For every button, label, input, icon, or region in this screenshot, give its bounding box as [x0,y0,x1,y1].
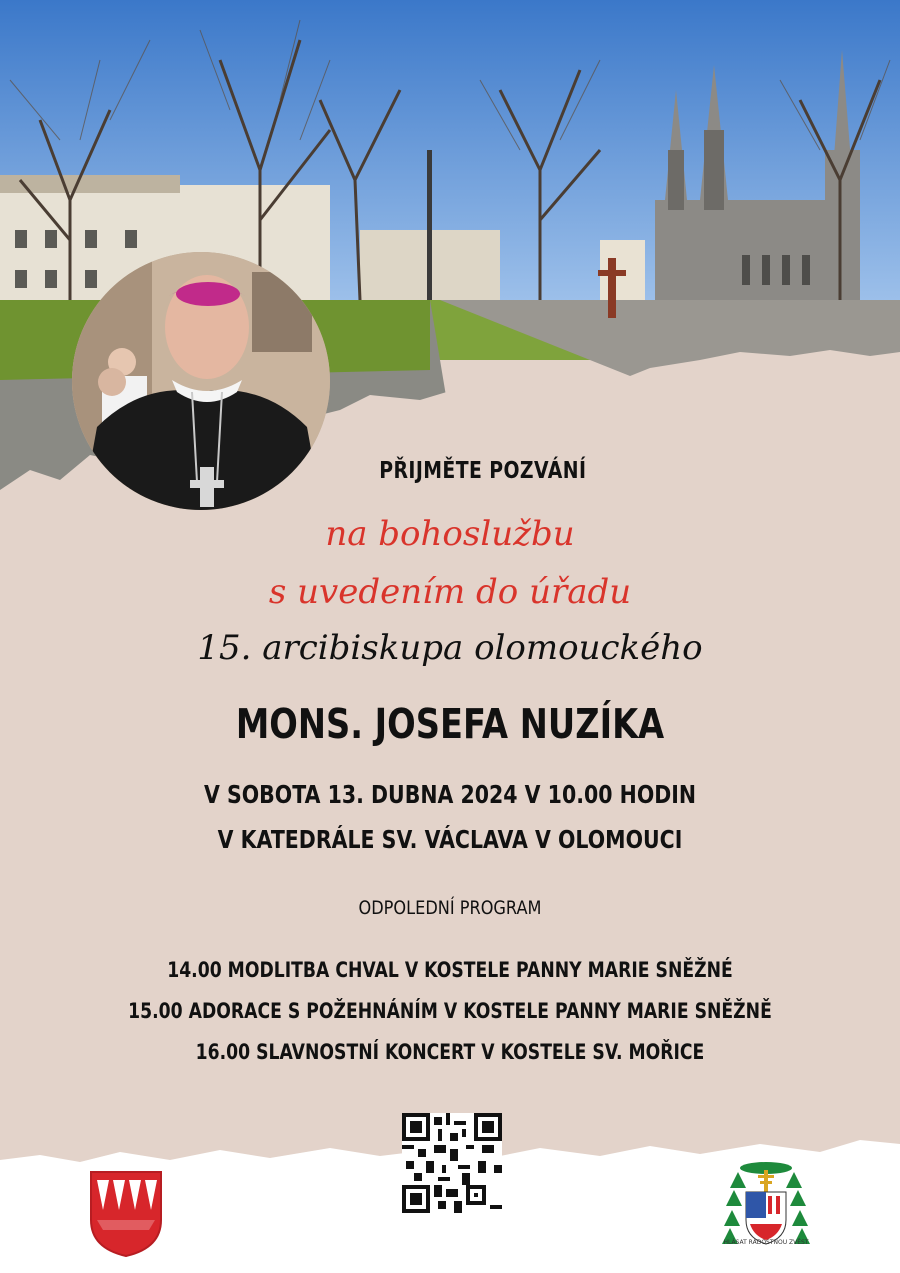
archbishop-name: MONS. JOSEFA NUZÍKA [235,700,665,748]
olomouc-shield-icon [89,1170,163,1258]
event-place: V KATEDRÁLE SV. VÁCLAVA V OLOMOUCI [217,825,683,854]
coat-of-arms-motto: HLÁSAT RADOSTNOU ZVĚST [723,1239,809,1246]
service-title-line2: s uvedením do úřadu [268,572,632,612]
event-date: V SOBOTA 13. DUBNA 2024 V 10.00 HODIN [203,780,697,809]
archbishop-coat-of-arms-icon [720,1158,812,1250]
afternoon-program-heading: ODPOLEDNÍ PROGRAM [358,897,542,919]
program-item: 14.00 MODLITBA CHVAL V KOSTELE PANNY MARIE SNĚŽNÉ [167,958,733,982]
program-item: 16.00 SLAVNOSTNÍ KONCERT V KOSTELE SV. MOŘICE [195,1040,705,1064]
service-title-line1: na bohoslužbu [325,514,575,554]
program-item: 15.00 ADORACE S POŽEHNÁNÍM V KOSTELE PANNY MARIE SNĚŽNĚ [128,999,772,1023]
invitation-intro: PŘIJMĚTE POZVÁNÍ [379,458,587,484]
qr-code[interactable] [402,1113,502,1213]
archbishop-ordinal-title: 15. arcibiskupa olomouckého [197,628,703,668]
